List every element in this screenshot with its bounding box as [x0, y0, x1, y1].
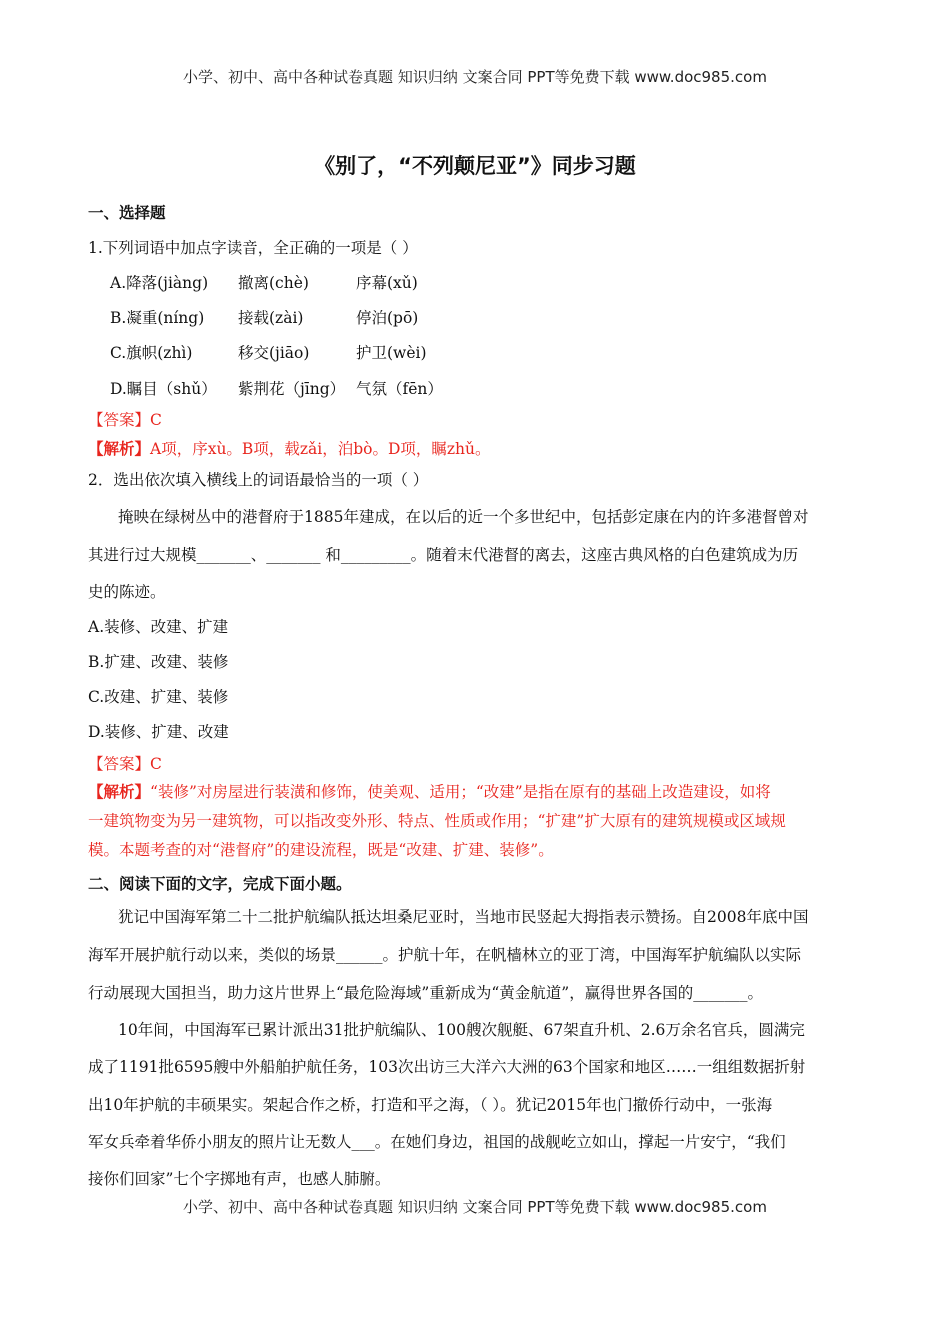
question-1-option-c	[110, 343, 427, 363]
analysis-text: A项，序xù。B项，载zǎi，泊bò。D项，瞩zhǔ。	[150, 440, 491, 458]
passage-line-1: 犹记中国海军第二十二批护航编队抵达坦桑尼亚时，当地市民竖起大拇指表示赞扬。自2008年底中国	[118, 908, 809, 926]
passage-line-6: 出10年护航的丰硕果实。架起合作之桥，打造和平之海，（ ）。犹记2015年也门撤侨行动中，一张海	[88, 1096, 773, 1114]
question-2-option-c: C.改建、扩建、装修	[88, 688, 229, 706]
option-item: 停泊(pō)	[356, 309, 419, 327]
option-item: 气氛（fēn）	[356, 380, 443, 398]
option-item: D.瞩目（shǔ）	[110, 380, 217, 398]
question-2-option-b: B.扩建、改建、装修	[88, 653, 229, 671]
analysis-label: 【解析】	[88, 439, 151, 458]
option-item: 护卫(wèi)	[356, 344, 427, 362]
question-1-stem: 1.下列词语中加点字读音，全正确的一项是（ ）	[88, 239, 418, 257]
page-header: 小学、初中、高中各种试卷真题 知识归纳 文案合同 PPT等免费下载 www.doc985.com	[183, 68, 767, 86]
question-2-option-d: D.装修、扩建、改建	[88, 723, 229, 741]
question-1-analysis	[88, 439, 491, 459]
passage-line-5: 成了1191批6595艘中外船舶护航任务，103次出访三大洋六大洲的63个国家和地区……一组组数据折射	[88, 1058, 806, 1076]
option-item: A.降落(jiàng)	[110, 274, 209, 292]
section-heading-reading: 二、阅读下面的文字，完成下面小题。	[88, 875, 352, 893]
passage-line-2: 海军开展护航行动以来，类似的场景______。护航十年，在帆樯林立的亚丁湾，中国海军护航编队以实际	[88, 946, 802, 964]
passage-line-3: 行动展现大国担当，助力这片世界上“最危险海域”重新成为“黄金航道”，赢得世界各国的_______。	[88, 984, 763, 1002]
option-item: C.旗帜(zhì)	[110, 344, 193, 362]
option-item: 序幕(xǔ)	[356, 274, 418, 292]
option-item: B.凝重(níng)	[110, 309, 205, 327]
option-item: 紫荆花（jīng）	[238, 380, 346, 398]
question-2-paragraph-line-2: 其进行过大规模_______、_______ 和_________。随着末代港督的离去，这座古典风格的白色建筑成为历	[88, 546, 799, 564]
question-2-answer: 【答案】C	[88, 755, 162, 773]
question-2-analysis-line-2: 一建筑物变为另一建筑物，可以指改变外形、特点、性质或作用；“扩建”扩大原有的建筑规模或区域规	[88, 812, 786, 830]
question-2-paragraph-line-1: 掩映在绿树丛中的港督府于1885年建成，在以后的近一个多世纪中，包括彭定康在内的许多港督曾对	[118, 508, 809, 526]
page-footer: 小学、初中、高中各种试卷真题 知识归纳 文案合同 PPT等免费下载 www.doc985.com	[183, 1198, 767, 1216]
question-2-analysis-line-3: 模。本题考查的对“港督府”的建设流程，既是“改建、扩建、装修”。	[88, 841, 554, 859]
page-title: 《别了，“不列颠尼亚”》同步习题	[314, 154, 636, 178]
passage-line-4: 10年间，中国海军已累计派出31批护航编队、100艘次舰艇、67架直升机、2.6万余名官兵，圆满完	[118, 1021, 805, 1039]
option-item: 接载(zài)	[238, 309, 304, 327]
passage-line-8: 接你们回家”七个字掷地有声，也感人肺腑。	[88, 1170, 391, 1188]
question-1-answer: 【答案】C	[88, 411, 162, 429]
question-1-option-d	[110, 379, 443, 399]
passage-line-7: 军女兵牵着华侨小朋友的照片让无数人___。在她们身边，祖国的战舰屹立如山，撑起一片安宁，“我们	[88, 1133, 786, 1151]
question-2-option-a: A.装修、改建、扩建	[88, 618, 229, 636]
option-item: 撤离(chè)	[238, 274, 309, 292]
question-1-option-b	[110, 308, 418, 328]
question-2-analysis-line-1	[88, 782, 771, 802]
question-2-paragraph-line-3: 史的陈迹。	[88, 583, 166, 601]
analysis-text: “装修”对房屋进行装潢和修饰，使美观、适用；“改建”是指在原有的基础上改造建设，如将	[150, 783, 771, 801]
section-heading-choice: 一、选择题	[88, 204, 166, 222]
option-item: 移交(jiāo)	[238, 344, 310, 362]
analysis-label: 【解析】	[88, 782, 151, 801]
question-1-option-a	[110, 273, 418, 293]
question-2-stem: 2．选出依次填入横线上的词语最恰当的一项（ ）	[88, 471, 429, 489]
